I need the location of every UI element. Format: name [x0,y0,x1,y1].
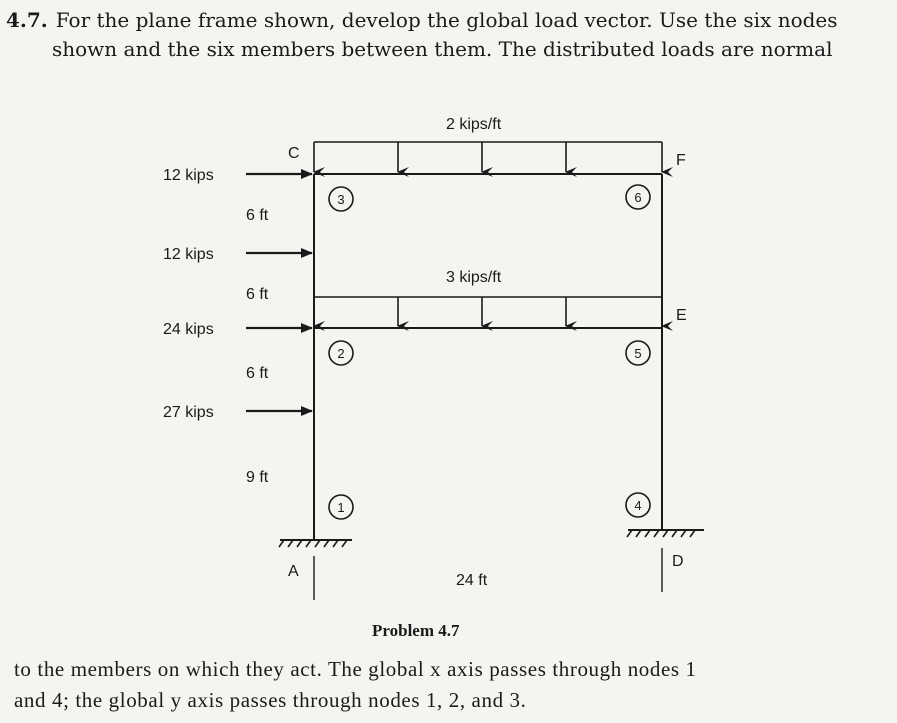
node-label-5: 5 [634,346,642,361]
dim-seg1: 6 ft [246,207,269,224]
point-D: D [672,553,684,570]
continuation-line2: and 4; the global y axis passes through nodes 1, 2, and 3. [14,688,527,712]
problem-continuation [14,654,889,716]
middle-distributed-load [314,297,662,326]
point-A: A [288,563,299,580]
point-load-label-3: 24 kips [163,321,214,338]
point-load-label-1: 12 kips [163,167,214,184]
frame-members [314,174,662,540]
top-load-label: 2 kips/ft [446,116,502,133]
support-D [627,530,704,592]
problem-number: 4.7. [6,8,48,32]
dim-span: 24 ft [456,572,488,589]
dim-seg4: 9 ft [246,469,269,486]
load-labels [163,116,502,421]
middle-load-label: 3 kips/ft [446,269,502,286]
point-F: F [676,152,686,169]
problem-text-line2: shown and the six members between them. The distributed loads are normal [52,37,833,61]
point-load-label-2: 12 kips [163,246,214,263]
dim-seg2: 6 ft [246,286,269,303]
figure-caption: Problem 4.7 [372,621,460,640]
point-load-label-4: 27 kips [163,404,214,421]
point-C: C [288,145,300,162]
dim-seg3: 6 ft [246,365,269,382]
node-label-3: 3 [337,192,345,207]
point-E: E [676,307,687,324]
node-label-2: 2 [337,346,345,361]
node-label-4: 4 [634,498,642,513]
node-label-6: 6 [634,190,642,205]
problem-text-line1: For the plane frame shown, develop the global load vector. Use the six nodes [55,8,838,32]
continuation-line1: to the members on which they act. The global x axis passes through nodes 1 [14,657,697,681]
node-labels [337,190,641,515]
node-circles [329,185,650,519]
dimension-labels [246,207,488,589]
node-label-1: 1 [337,500,345,515]
top-distributed-load [314,142,662,172]
